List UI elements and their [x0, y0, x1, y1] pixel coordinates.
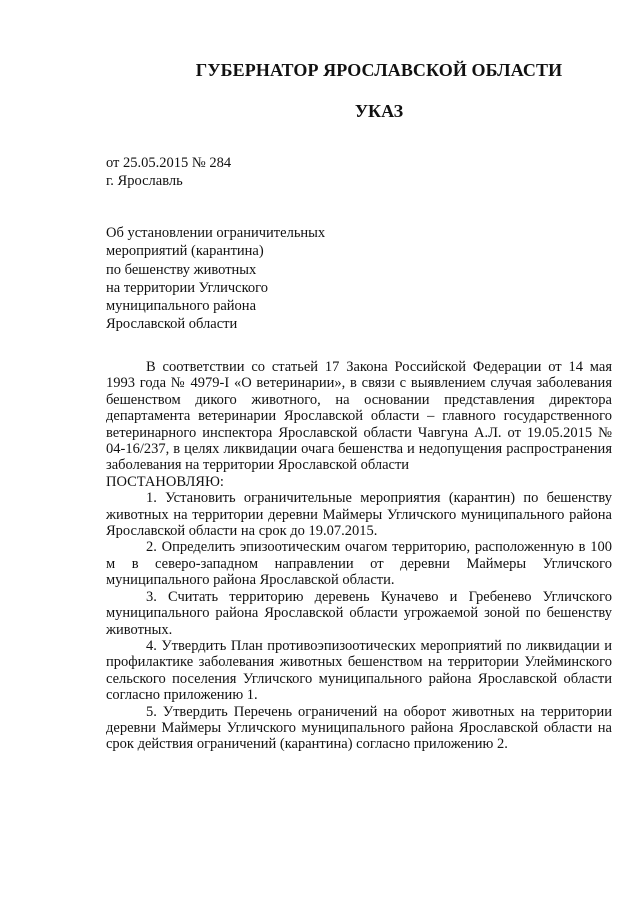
- document-authority-heading: ГУБЕРНАТОР ЯРОСЛАВСКОЙ ОБЛАСТИ: [195, 60, 563, 80]
- decree-item-2: 2. Определить эпизоотическим очагом территорию, расположенную в 100 м в северо-западном направлении от деревни Маймеры Угличского муниципального района Ярославской области.: [106, 539, 612, 589]
- document-type-heading: УКАЗ: [354, 101, 404, 121]
- subject-line: муниципального района: [106, 298, 256, 315]
- subject-line: Ярославской области: [106, 316, 238, 333]
- decree-item-5: 5. Утвердить Перечень ограничений на оборот животных на территории деревни Маймеры Угличского муниципального района Ярославской области на срок действия ограничений (карантина) согласно приложению 2.: [106, 703, 612, 753]
- document-subject: [106, 224, 325, 334]
- document-meta: [106, 154, 231, 190]
- subject-line: Об установлении ограничительных: [106, 225, 326, 241]
- decree-item-1: 1. Установить ограничительные мероприятия (карантин) по бешенству животных на территории деревни Маймеры Угличского муниципального района Ярославской области на срок до 19.07.2015.: [106, 490, 612, 540]
- subject-line: мероприятий (карантина): [106, 243, 264, 260]
- subject-line: на территории Угличского: [106, 279, 268, 296]
- decree-item-3: 3. Считать территорию деревень Кунaчево и Гребенево Угличского муниципального района Ярославской области угрожаемой зоной по бешенству животных.: [106, 588, 612, 638]
- document-date-number: от 25.05.2015 № 284: [106, 155, 232, 171]
- preamble-paragraph: В соответствии со статьей 17 Закона Российской Федерации от 14 мая 1993 года № 4979-I «О ветеринарии», в связи с выявлением случая заболевания бешенством дикого животного, на основании представления директора департамента ветеринарии Ярославской области – главного государственного ветеринарного инспектора Ярославской области Чавгуна А.Л. от 19.05.2015 № 04-16/237, в целях ликвидации очага бешенства и недопущения распространения заболевания на территории Ярославской области: [106, 359, 612, 474]
- subject-line: по бешенству животных: [106, 261, 257, 278]
- document-body: [106, 359, 612, 753]
- document-city: г. Ярославль: [106, 173, 183, 189]
- resolve-heading: ПОСТАНОВЛЯЮ:: [106, 473, 224, 490]
- decree-item-4: 4. Утвердить План противоэпизоотических мероприятий по ликвидации и профилактике заболевания животных бешенством на территории Улейминского сельского поселения Угличского муниципального района Ярославской области согласно приложению 1.: [106, 637, 612, 704]
